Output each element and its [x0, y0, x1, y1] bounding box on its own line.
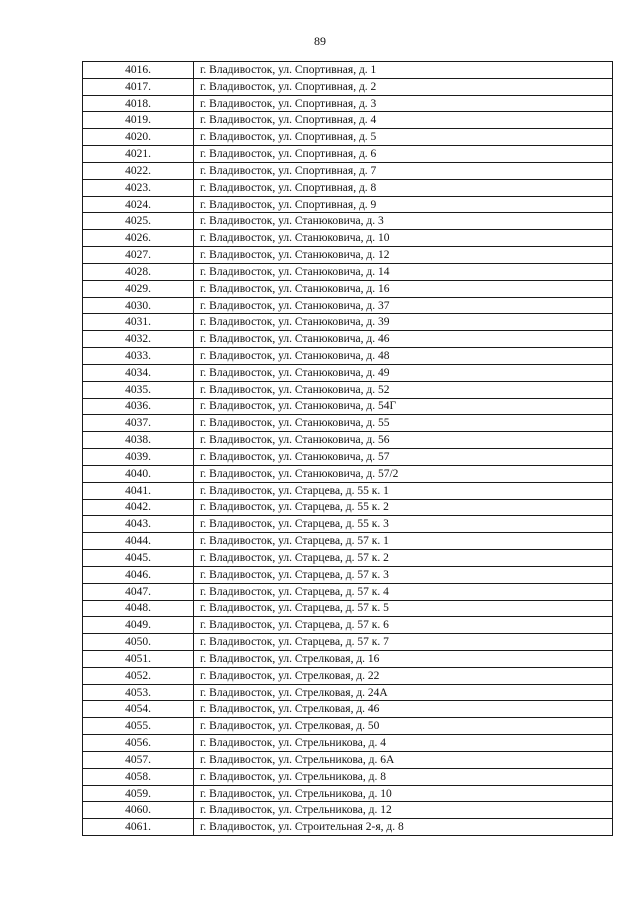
table-row — [83, 196, 613, 213]
row-number-cell: 4054. — [83, 701, 194, 718]
address-cell: г. Владивосток, ул. Строительная 2-я, д. 8 — [194, 819, 613, 836]
row-number-cell: 4022. — [83, 162, 194, 179]
row-number-cell: 4040. — [83, 465, 194, 482]
address-cell: г. Владивосток, ул. Станюковича, д. 57/2 — [194, 465, 613, 482]
address-cell: г. Владивосток, ул. Стрельникова, д. 12 — [194, 802, 613, 819]
table-row — [83, 62, 613, 79]
address-cell: г. Владивосток, ул. Стрельникова, д. 4 — [194, 735, 613, 752]
row-number-cell: 4034. — [83, 364, 194, 381]
row-number-cell: 4019. — [83, 112, 194, 129]
address-cell: г. Владивосток, ул. Спортивная, д. 5 — [194, 129, 613, 146]
address-cell: г. Владивосток, ул. Станюковича, д. 3 — [194, 213, 613, 230]
table-row — [83, 432, 613, 449]
row-number-cell: 4035. — [83, 381, 194, 398]
address-cell: г. Владивосток, ул. Стрелковая, д. 16 — [194, 650, 613, 667]
address-cell: г. Владивосток, ул. Старцева, д. 55 к. 3 — [194, 516, 613, 533]
table-row — [83, 162, 613, 179]
table-row — [83, 667, 613, 684]
address-cell: г. Владивосток, ул. Старцева, д. 57 к. 1 — [194, 533, 613, 550]
table-row — [83, 331, 613, 348]
address-cell: г. Владивосток, ул. Спортивная, д. 4 — [194, 112, 613, 129]
table-row — [83, 314, 613, 331]
row-number-cell: 4057. — [83, 751, 194, 768]
address-cell: г. Владивосток, ул. Станюковича, д. 14 — [194, 263, 613, 280]
address-cell: г. Владивосток, ул. Спортивная, д. 2 — [194, 78, 613, 95]
table-row — [83, 583, 613, 600]
address-cell: г. Владивосток, ул. Стрельникова, д. 6А — [194, 751, 613, 768]
page-number: 89 — [314, 34, 326, 48]
address-cell: г. Владивосток, ул. Спортивная, д. 3 — [194, 95, 613, 112]
address-cell: г. Владивосток, ул. Стрелковая, д. 22 — [194, 667, 613, 684]
row-number-cell: 4044. — [83, 533, 194, 550]
row-number-cell: 4047. — [83, 583, 194, 600]
table-row — [83, 95, 613, 112]
table-row — [83, 297, 613, 314]
table-row — [83, 785, 613, 802]
address-cell: г. Владивосток, ул. Станюковича, д. 52 — [194, 381, 613, 398]
address-cell: г. Владивосток, ул. Станюковича, д. 49 — [194, 364, 613, 381]
address-cell: г. Владивосток, ул. Станюковича, д. 54Г — [194, 398, 613, 415]
row-number-cell: 4020. — [83, 129, 194, 146]
row-number-cell: 4032. — [83, 331, 194, 348]
row-number-cell: 4030. — [83, 297, 194, 314]
address-cell: г. Владивосток, ул. Спортивная, д. 6 — [194, 146, 613, 163]
table-row — [83, 263, 613, 280]
address-table-body — [83, 62, 613, 836]
row-number-cell: 4043. — [83, 516, 194, 533]
address-cell: г. Владивосток, ул. Станюковича, д. 55 — [194, 415, 613, 432]
row-number-cell: 4024. — [83, 196, 194, 213]
address-cell: г. Владивосток, ул. Станюковича, д. 56 — [194, 432, 613, 449]
address-cell: г. Владивосток, ул. Спортивная, д. 7 — [194, 162, 613, 179]
row-number-cell: 4049. — [83, 617, 194, 634]
address-cell: г. Владивосток, ул. Спортивная, д. 9 — [194, 196, 613, 213]
address-cell: г. Владивосток, ул. Станюковича, д. 48 — [194, 348, 613, 365]
row-number-cell: 4060. — [83, 802, 194, 819]
row-number-cell: 4052. — [83, 667, 194, 684]
address-cell: г. Владивосток, ул. Старцева, д. 57 к. 3 — [194, 566, 613, 583]
table-row — [83, 566, 613, 583]
table-row — [83, 465, 613, 482]
row-number-cell: 4039. — [83, 449, 194, 466]
row-number-cell: 4033. — [83, 348, 194, 365]
table-row — [83, 684, 613, 701]
row-number-cell: 4045. — [83, 550, 194, 567]
table-row — [83, 718, 613, 735]
table-row — [83, 129, 613, 146]
row-number-cell: 4050. — [83, 634, 194, 651]
address-cell: г. Владивосток, ул. Станюковича, д. 46 — [194, 331, 613, 348]
row-number-cell: 4058. — [83, 768, 194, 785]
table-row — [83, 449, 613, 466]
address-cell: г. Владивосток, ул. Стрельникова, д. 10 — [194, 785, 613, 802]
table-row — [83, 617, 613, 634]
table-row — [83, 701, 613, 718]
row-number-cell: 4059. — [83, 785, 194, 802]
row-number-cell: 4042. — [83, 499, 194, 516]
row-number-cell: 4056. — [83, 735, 194, 752]
table-row — [83, 819, 613, 836]
table-row — [83, 280, 613, 297]
row-number-cell: 4051. — [83, 650, 194, 667]
table-row — [83, 230, 613, 247]
table-row — [83, 398, 613, 415]
table-row — [83, 650, 613, 667]
row-number-cell: 4048. — [83, 600, 194, 617]
address-cell: г. Владивосток, ул. Старцева, д. 55 к. 1 — [194, 482, 613, 499]
address-cell: г. Владивосток, ул. Станюковича, д. 57 — [194, 449, 613, 466]
address-cell: г. Владивосток, ул. Стрелковая, д. 50 — [194, 718, 613, 735]
row-number-cell: 4055. — [83, 718, 194, 735]
address-cell: г. Владивосток, ул. Станюковича, д. 39 — [194, 314, 613, 331]
table-row — [83, 415, 613, 432]
table-row — [83, 348, 613, 365]
address-cell: г. Владивосток, ул. Старцева, д. 57 к. 6 — [194, 617, 613, 634]
table-row — [83, 499, 613, 516]
address-cell: г. Владивосток, ул. Станюковича, д. 12 — [194, 247, 613, 264]
address-cell: г. Владивосток, ул. Старцева, д. 57 к. 7 — [194, 634, 613, 651]
table-row — [83, 78, 613, 95]
row-number-cell: 4037. — [83, 415, 194, 432]
table-row — [83, 802, 613, 819]
row-number-cell: 4031. — [83, 314, 194, 331]
address-cell: г. Владивосток, ул. Спортивная, д. 1 — [194, 62, 613, 79]
table-row — [83, 634, 613, 651]
table-row — [83, 213, 613, 230]
address-cell: г. Владивосток, ул. Станюковича, д. 37 — [194, 297, 613, 314]
table-row — [83, 247, 613, 264]
table-row — [83, 482, 613, 499]
row-number-cell: 4026. — [83, 230, 194, 247]
table-row — [83, 381, 613, 398]
row-number-cell: 4021. — [83, 146, 194, 163]
address-cell: г. Владивосток, ул. Старцева, д. 57 к. 4 — [194, 583, 613, 600]
row-number-cell: 4027. — [83, 247, 194, 264]
row-number-cell: 4028. — [83, 263, 194, 280]
row-number-cell: 4016. — [83, 62, 194, 79]
address-cell: г. Владивосток, ул. Станюковича, д. 10 — [194, 230, 613, 247]
row-number-cell: 4036. — [83, 398, 194, 415]
address-cell: г. Владивосток, ул. Старцева, д. 55 к. 2 — [194, 499, 613, 516]
address-cell: г. Владивосток, ул. Станюковича, д. 16 — [194, 280, 613, 297]
table-row — [83, 516, 613, 533]
row-number-cell: 4018. — [83, 95, 194, 112]
table-row — [83, 768, 613, 785]
row-number-cell: 4041. — [83, 482, 194, 499]
row-number-cell: 4029. — [83, 280, 194, 297]
address-cell: г. Владивосток, ул. Стрелковая, д. 46 — [194, 701, 613, 718]
table-row — [83, 179, 613, 196]
address-cell: г. Владивосток, ул. Стрелковая, д. 24А — [194, 684, 613, 701]
address-cell: г. Владивосток, ул. Спортивная, д. 8 — [194, 179, 613, 196]
row-number-cell: 4053. — [83, 684, 194, 701]
address-cell: г. Владивосток, ул. Стрельникова, д. 8 — [194, 768, 613, 785]
address-cell: г. Владивосток, ул. Старцева, д. 57 к. 2 — [194, 550, 613, 567]
table-row — [83, 533, 613, 550]
table-row — [83, 735, 613, 752]
address-cell: г. Владивосток, ул. Старцева, д. 57 к. 5 — [194, 600, 613, 617]
row-number-cell: 4023. — [83, 179, 194, 196]
row-number-cell: 4038. — [83, 432, 194, 449]
table-row — [83, 550, 613, 567]
row-number-cell: 4025. — [83, 213, 194, 230]
table-row — [83, 146, 613, 163]
table-row — [83, 364, 613, 381]
row-number-cell: 4046. — [83, 566, 194, 583]
row-number-cell: 4061. — [83, 819, 194, 836]
table-row — [83, 600, 613, 617]
table-row — [83, 751, 613, 768]
row-number-cell: 4017. — [83, 78, 194, 95]
address-table — [82, 61, 613, 836]
table-row — [83, 112, 613, 129]
